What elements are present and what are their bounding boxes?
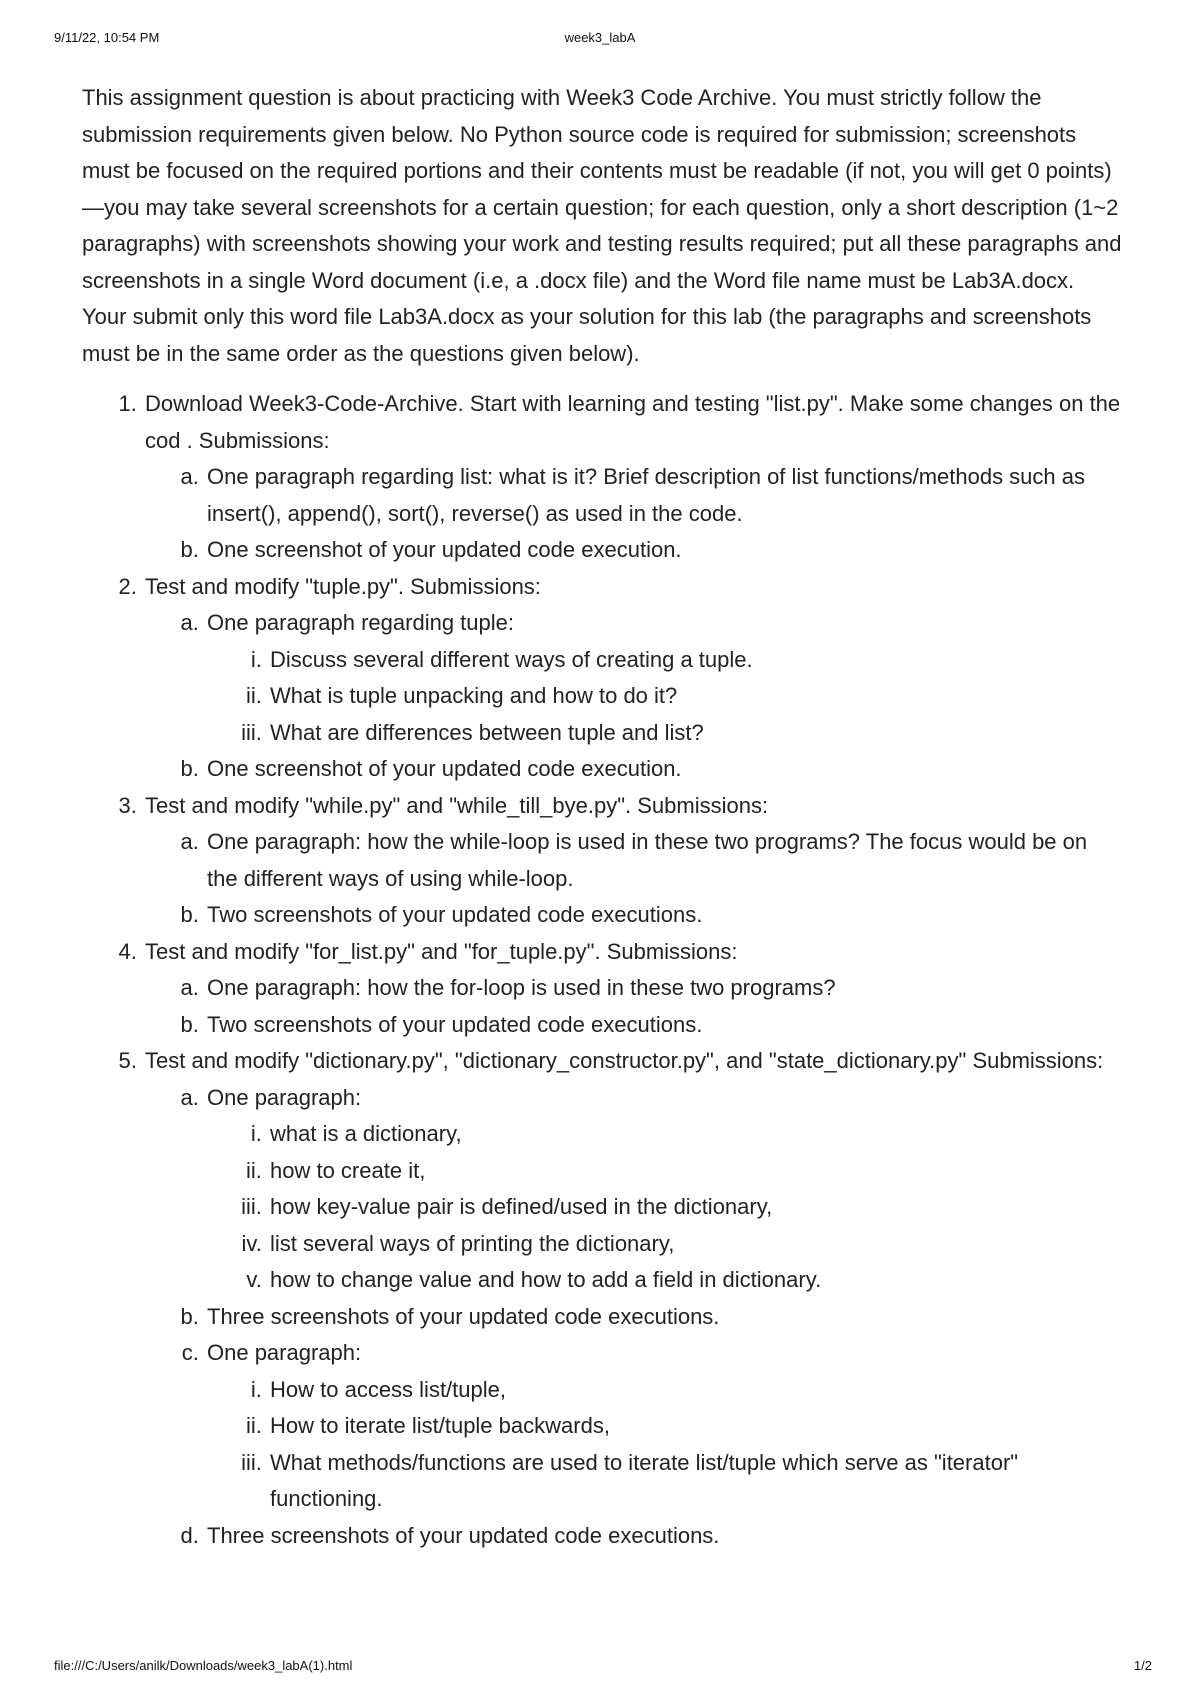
question-text: Test and modify "while.py" and "while_till_bye.py". Submissions: [145,792,769,818]
subpoint-item: ii. how to create it, [268,1153,1122,1190]
question-text: Test and modify "dictionary.py", "dictionary_constructor.py", and "state_dictionary.py" Submissions: [145,1048,1104,1073]
print-datetime: 9/11/22, 10:54 PM [54,30,160,45]
intro-paragraph: This assignment question is about practicing with Week3 Code Archive. You must strictly follow the submission requirements given below. No Python source code is required for submission; screenshots must be focused on the required portions and their contents must be readable (if not, you will get 0 points)—you may take several screenshots for a certain question; for each question, only a short description (1~2 paragraphs) with screenshots showing your work and testing results required; put all these paragraphs and screenshots in a single Word document (i.e, a .docx file) and the Word file name must be Lab3A.docx. Your submit only this word file Lab3A.docx as your solution for this lab (the paragraphs and screenshots must be in the same order as the questions given below). [82,85,1122,366]
submission-item: a. One paragraph: how the while-loop is used in these two programs? The focus would be on the different ways of using while-loop. [205,824,1122,897]
submission-item [205,1080,1122,1299]
page-number: 1/2 [1133,1658,1152,1673]
subpoint-item: ii. What is tuple unpacking and how to do it? [268,678,1122,715]
submission-item: b. One screenshot of your updated code execution. [205,751,1122,788]
subpoint-item: iii. What are differences between tuple and list? [268,715,1122,752]
subpoint-item: i. Discuss several different ways of creating a tuple. [268,642,1122,679]
submission-item: d. Three screenshots of your updated code executions. [205,1518,1122,1555]
subpoint-item: ii. How to iterate list/tuple backwards, [268,1408,1122,1445]
submission-item [205,605,1122,751]
page-title: week3_labA [564,30,636,45]
submission-list [145,1080,1122,1555]
file-path: file:///C:/Users/anilk/Downloads/week3_labA(1).html [54,1658,353,1673]
submission-item: b. Three screenshots of your updated code executions. [205,1299,1122,1336]
submission-text: One paragraph regarding tuple: [207,610,514,635]
submission-list [145,970,1122,1043]
question-item [143,788,1122,934]
submission-list [145,605,1122,788]
submission-item: b. Two screenshots of your updated code executions. [205,1007,1122,1044]
submission-item: b. Two screenshots of your updated code executions. [205,897,1122,934]
submission-list [145,824,1122,934]
subpoint-item: i. what is a dictionary, [268,1116,1122,1153]
submission-text: One paragraph: [207,1340,362,1365]
question-item [143,934,1122,1044]
subpoint-item: iii. how key-value pair is defined/used in the dictionary, [268,1189,1122,1226]
submission-list [145,459,1122,569]
submission-item: a. One paragraph: how the for-loop is used in these two programs? [205,970,1122,1007]
subpoint-list [207,1116,1122,1299]
question-text: Test and modify "for_list.py" and "for_tuple.py". Submissions: [145,938,738,964]
submission-item: b. One screenshot of your updated code execution. [205,532,1122,569]
question-item [143,386,1122,569]
question-item [143,569,1122,788]
subpoint-item: i. How to access list/tuple, [268,1372,1122,1409]
question-item [143,1043,1122,1554]
subpoint-list [207,1372,1122,1518]
subpoint-list [207,642,1122,752]
document-body [82,80,1122,1554]
question-text: Download Week3-Code-Archive. Start with learning and testing "list.py". Make some changes on the cod . Submissions: [145,391,1121,453]
subpoint-item: iv. list several ways of printing the dictionary, [268,1226,1122,1263]
question-text: Test and modify "tuple.py". Submissions: [145,573,541,599]
submission-item [205,1335,1122,1518]
question-list [82,386,1122,1554]
submission-item: a. One paragraph regarding list: what is it? Brief description of list functions/methods such as insert(), append(), sort(), reverse() as used in the code. [205,459,1122,532]
submission-text: One paragraph: [207,1084,362,1110]
subpoint-item: iii. What methods/functions are used to iterate list/tuple which serve as "iterator" functioning. [268,1445,1122,1518]
subpoint-item: v. how to change value and how to add a field in dictionary. [268,1262,1122,1299]
